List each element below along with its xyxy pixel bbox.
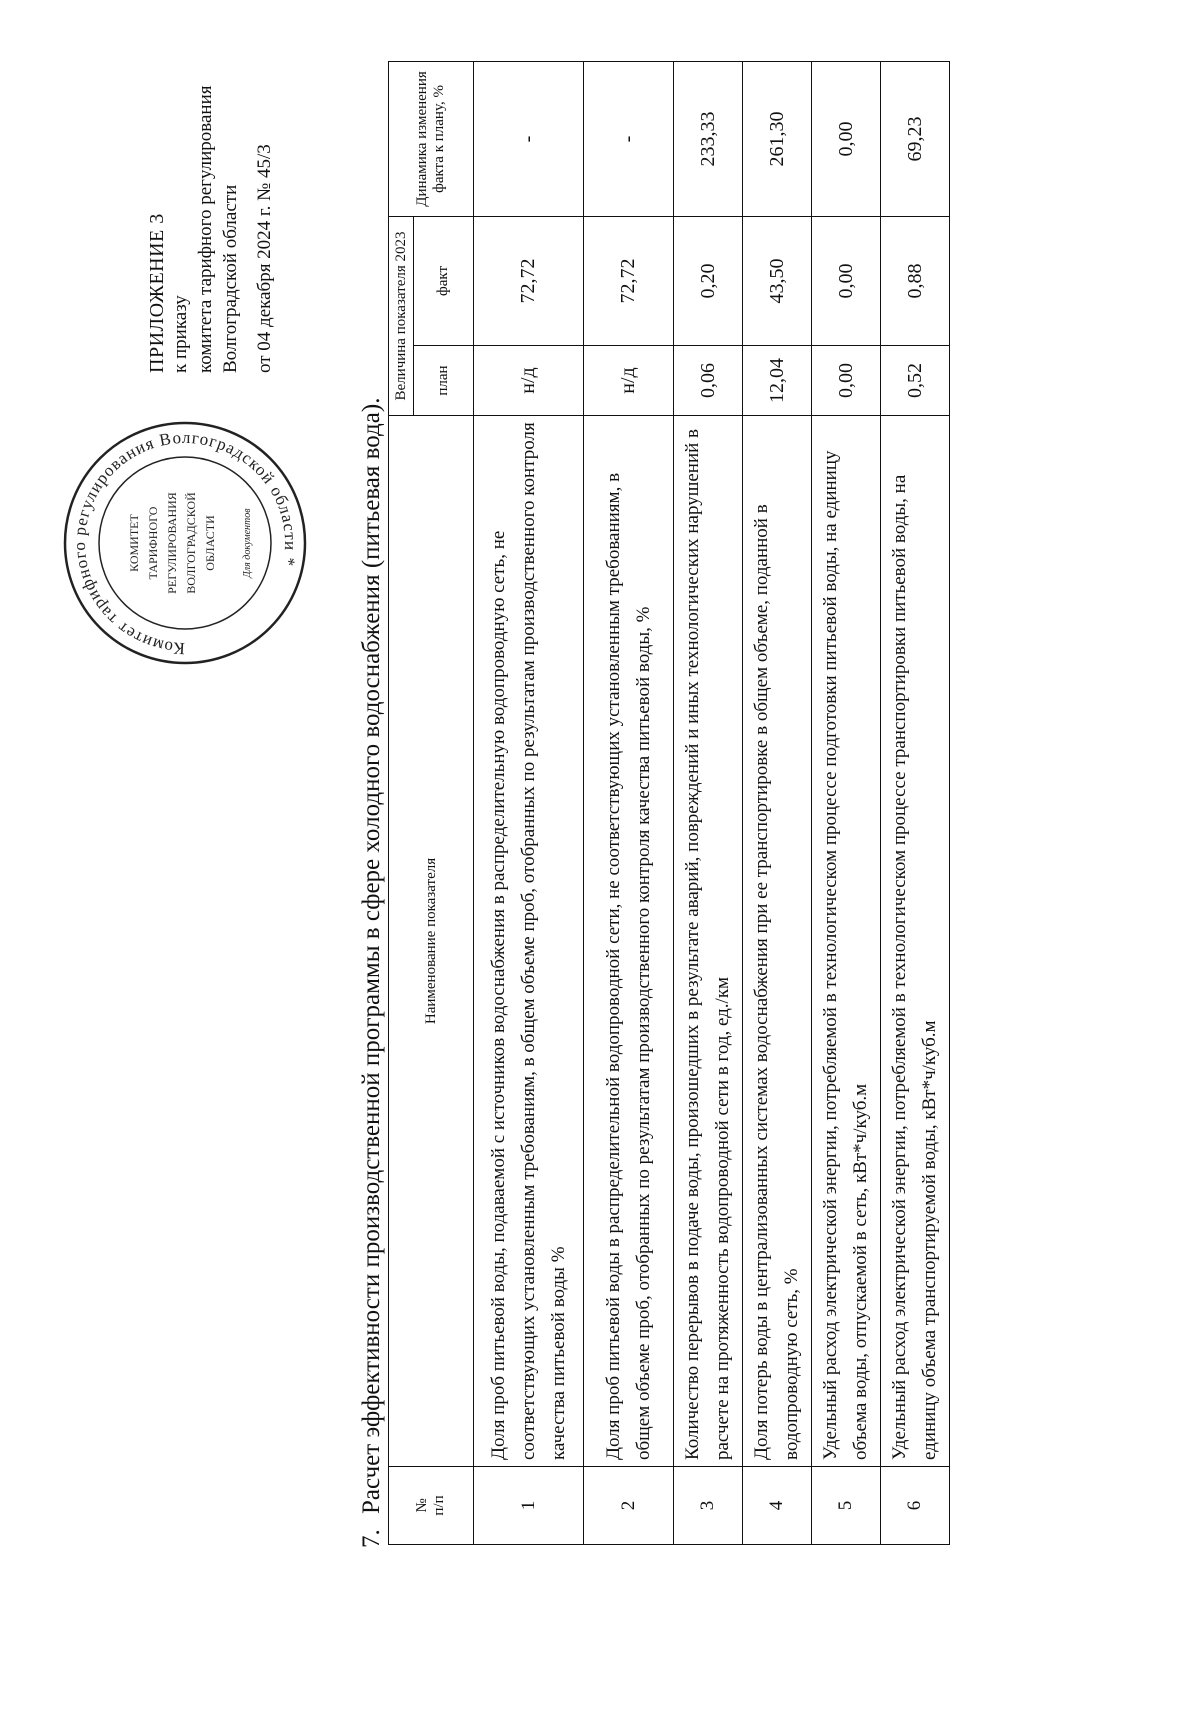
official-seal <box>60 418 310 668</box>
fact-value: 0,00 <box>812 216 881 345</box>
dynamics-value: 261,30 <box>743 61 812 216</box>
table-row <box>743 61 812 1544</box>
fact-value: 72,72 <box>584 216 674 345</box>
row-number: 4 <box>743 1467 812 1545</box>
seal-line-3: РЕГУЛИРОВАНИЯ <box>165 492 179 594</box>
table-row <box>881 61 950 1544</box>
indicator-name: Количество перерывов в подаче воды, произошедших в результате аварий, повреждений и иных технологических нарушений в расчете на протяженность водопроводной сети в год, ед./км <box>674 416 743 1467</box>
header-fact: факт <box>414 216 474 345</box>
plan-value: 12,04 <box>743 346 812 416</box>
indicator-name: Доля проб питьевой воды, подаваемой с источников водоснабжения в распределительную водопроводную сеть, не соответствующих установленным требованиям, в общем объеме проб, отобранных по результатам производственного контроля качества питьевой воды % <box>474 416 584 1467</box>
header-value-group: Величина показателя 2023 <box>389 216 414 415</box>
plan-value: н/д <box>584 346 674 416</box>
seal-bottom-text: Для документов <box>242 508 253 578</box>
section-title-text: Расчет эффективности производственной программы в сфере холодного водоснабжения (питьевая вода). <box>358 397 385 1514</box>
plan-value: 0,52 <box>881 346 950 416</box>
header-indicator-name: Наименование показателя <box>389 416 474 1467</box>
order-line-1: к приказу <box>170 295 191 373</box>
fact-value: 0,88 <box>881 216 950 345</box>
fact-value: 72,72 <box>474 216 584 345</box>
row-number: 6 <box>881 1467 950 1545</box>
seal-line-1: КОМИТЕТ <box>127 514 141 572</box>
indicator-name: Удельный расход электрической энергии, потребляемой в технологическом процессе подготовки питьевой воды, на единицу объема воды, отпускаемой в сеть, кВт*ч/куб.м <box>812 416 881 1467</box>
order-date-line: от 04 декабря 2024 г. № 45/3 <box>254 144 275 373</box>
row-number: 3 <box>674 1467 743 1545</box>
fact-value: 43,50 <box>743 216 812 345</box>
section-number: 7. <box>358 1529 385 1548</box>
plan-value: н/д <box>474 346 584 416</box>
header-number-line-1: № <box>414 1498 430 1513</box>
row-number: 2 <box>584 1467 674 1545</box>
dynamics-value: 0,00 <box>812 61 881 216</box>
header-number <box>389 1467 474 1545</box>
row-number: 1 <box>474 1467 584 1545</box>
order-line-3: Волгоградской области <box>220 184 241 373</box>
header-dynamics: Динамика изменения факта к плану, % <box>389 61 474 216</box>
seal-graphic <box>60 418 310 668</box>
efficiency-table <box>388 61 950 1545</box>
seal-ring-text: Комитет тарифного регулирования Волгоградской области * <box>69 427 301 659</box>
seal-line-4: ВОЛГОГРАДСКОЙ <box>184 492 198 594</box>
seal-line-2: ТАРИФНОГО <box>146 506 160 580</box>
header-number-line-2: п/п <box>431 1495 447 1516</box>
indicator-name: Доля потерь воды в централизованных системах водоснабжения при ее транспортировке в общем объеме, поданной в водопроводную сеть, % <box>743 416 812 1467</box>
row-number: 5 <box>812 1467 881 1545</box>
table-row <box>674 61 743 1544</box>
indicator-name: Доля проб питьевой воды в распределительной водопроводной сети, не соответствующих установленным требованиям, в общем объеме проб, отобранных по результатам производственного контроля качества питьевой воды, % <box>584 416 674 1467</box>
dynamics-value: 69,23 <box>881 61 950 216</box>
dynamics-value: 233,33 <box>674 61 743 216</box>
indicator-name: Удельный расход электрической энергии, потребляемой в технологическом процессе транспортировки питьевой воды, на единицу объема транспортируемой воды, кВт*ч/куб.м <box>881 416 950 1467</box>
appendix-title: ПРИЛОЖЕНИЕ 3 <box>146 213 168 373</box>
dynamics-value: - <box>584 61 674 216</box>
fact-value: 0,20 <box>674 216 743 345</box>
dynamics-value: - <box>474 61 584 216</box>
table-row <box>812 61 881 1544</box>
header-plan: план <box>414 346 474 416</box>
table-row <box>584 61 674 1544</box>
table-row <box>474 61 584 1544</box>
plan-value: 0,00 <box>812 346 881 416</box>
section-heading <box>358 398 386 1548</box>
seal-line-5: ОБЛАСТИ <box>203 515 217 571</box>
order-line-2: комитета тарифного регулирования <box>195 85 216 373</box>
plan-value: 0,06 <box>674 346 743 416</box>
